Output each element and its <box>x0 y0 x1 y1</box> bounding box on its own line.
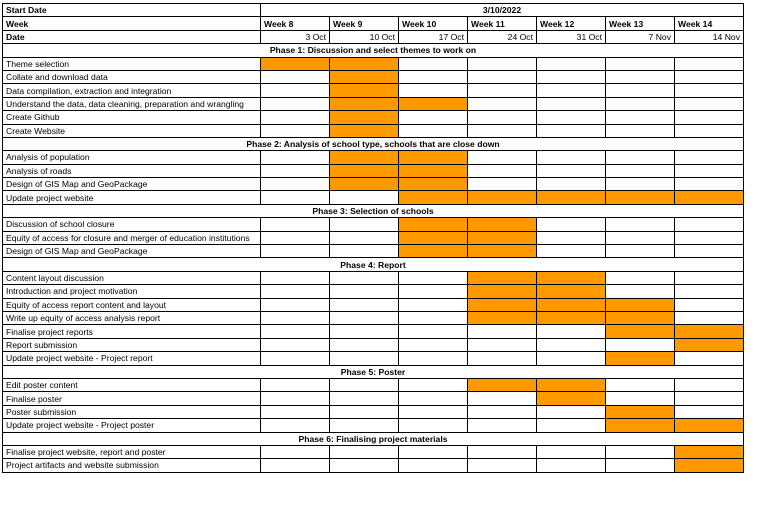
gantt-empty-cell <box>261 352 330 365</box>
gantt-bar-cell <box>675 445 744 458</box>
task-name: Equity of access for closure and merger of education institutions <box>3 231 261 244</box>
start-date-row <box>3 4 744 17</box>
date-label: Date <box>3 30 261 43</box>
phase-row <box>3 137 744 150</box>
task-name: Create Github <box>3 111 261 124</box>
gantt-empty-cell <box>330 311 399 324</box>
gantt-bar-cell <box>399 218 468 231</box>
gantt-empty-cell <box>399 271 468 284</box>
gantt-bar-cell <box>468 231 537 244</box>
task-row <box>3 84 744 97</box>
gantt-empty-cell <box>330 285 399 298</box>
gantt-empty-cell <box>399 70 468 83</box>
gantt-bar-cell <box>537 311 606 324</box>
task-name: Design of GIS Map and GeoPackage <box>3 245 261 258</box>
task-name: Finalise project website, report and poster <box>3 445 261 458</box>
gantt-empty-cell <box>468 57 537 70</box>
task-row <box>3 378 744 391</box>
gantt-empty-cell <box>261 459 330 472</box>
gantt-empty-cell <box>399 459 468 472</box>
gantt-empty-cell <box>537 325 606 338</box>
task-name: Data compilation, extraction and integration <box>3 84 261 97</box>
gantt-empty-cell <box>330 298 399 311</box>
gantt-empty-cell <box>399 111 468 124</box>
gantt-empty-cell <box>675 178 744 191</box>
week-date: 3 Oct <box>261 30 330 43</box>
gantt-empty-cell <box>261 378 330 391</box>
gantt-empty-cell <box>537 231 606 244</box>
gantt-bar-cell <box>399 178 468 191</box>
task-name: Understand the data, data cleaning, preparation and wrangling <box>3 97 261 110</box>
gantt-empty-cell <box>468 151 537 164</box>
week-date: 10 Oct <box>330 30 399 43</box>
gantt-bar-cell <box>468 271 537 284</box>
gantt-empty-cell <box>606 271 675 284</box>
start-date-value: 3/10/2022 <box>261 4 744 17</box>
gantt-empty-cell <box>261 111 330 124</box>
gantt-bar-cell <box>606 311 675 324</box>
gantt-bar-cell <box>399 164 468 177</box>
gantt-empty-cell <box>537 164 606 177</box>
task-row <box>3 218 744 231</box>
gantt-empty-cell <box>537 151 606 164</box>
gantt-empty-cell <box>675 392 744 405</box>
gantt-empty-cell <box>399 445 468 458</box>
gantt-empty-cell <box>675 97 744 110</box>
gantt-empty-cell <box>261 311 330 324</box>
task-row <box>3 245 744 258</box>
gantt-empty-cell <box>606 124 675 137</box>
task-row <box>3 231 744 244</box>
gantt-bar-cell <box>537 285 606 298</box>
gantt-bar-cell <box>399 245 468 258</box>
gantt-empty-cell <box>606 57 675 70</box>
task-row <box>3 191 744 204</box>
task-row <box>3 111 744 124</box>
gantt-empty-cell <box>537 245 606 258</box>
gantt-bar-cell <box>606 419 675 432</box>
task-row <box>3 338 744 351</box>
gantt-bar-cell <box>468 285 537 298</box>
task-name: Theme selection <box>3 57 261 70</box>
gantt-empty-cell <box>537 459 606 472</box>
gantt-bar-cell <box>399 231 468 244</box>
gantt-empty-cell <box>675 84 744 97</box>
gantt-bar-cell <box>330 57 399 70</box>
gantt-empty-cell <box>261 178 330 191</box>
gantt-empty-cell <box>606 338 675 351</box>
phase-title: Phase 5: Poster <box>3 365 744 378</box>
gantt-bar-cell <box>606 405 675 418</box>
gantt-bar-cell <box>468 191 537 204</box>
week-row <box>3 17 744 30</box>
gantt-empty-cell <box>330 231 399 244</box>
task-row <box>3 419 744 432</box>
gantt-bar-cell <box>330 124 399 137</box>
gantt-empty-cell <box>330 392 399 405</box>
gantt-empty-cell <box>399 325 468 338</box>
gantt-bar-cell <box>468 298 537 311</box>
gantt-empty-cell <box>606 285 675 298</box>
date-row <box>3 30 744 43</box>
task-name: Introduction and project motivation <box>3 285 261 298</box>
gantt-empty-cell <box>675 70 744 83</box>
task-name: Poster submission <box>3 405 261 418</box>
gantt-bar-cell <box>330 178 399 191</box>
gantt-empty-cell <box>606 178 675 191</box>
gantt-empty-cell <box>468 392 537 405</box>
gantt-empty-cell <box>675 164 744 177</box>
task-name: Finalise poster <box>3 392 261 405</box>
gantt-empty-cell <box>330 459 399 472</box>
gantt-empty-cell <box>330 245 399 258</box>
week-header: Week 9 <box>330 17 399 30</box>
gantt-empty-cell <box>399 298 468 311</box>
gantt-bar-cell <box>675 419 744 432</box>
gantt-empty-cell <box>261 124 330 137</box>
gantt-empty-cell <box>537 338 606 351</box>
gantt-bar-cell <box>261 57 330 70</box>
gantt-empty-cell <box>606 84 675 97</box>
gantt-bar-cell <box>330 151 399 164</box>
gantt-empty-cell <box>261 84 330 97</box>
gantt-empty-cell <box>468 70 537 83</box>
gantt-empty-cell <box>468 164 537 177</box>
gantt-bar-cell <box>606 325 675 338</box>
task-name: Write up equity of access analysis report <box>3 311 261 324</box>
gantt-empty-cell <box>468 325 537 338</box>
phase-row <box>3 432 744 445</box>
task-row <box>3 392 744 405</box>
task-name: Design of GIS Map and GeoPackage <box>3 178 261 191</box>
gantt-empty-cell <box>606 459 675 472</box>
task-name: Finalise project reports <box>3 325 261 338</box>
task-row <box>3 459 744 472</box>
task-row <box>3 352 744 365</box>
gantt-bar-cell <box>399 191 468 204</box>
gantt-bar-cell <box>468 378 537 391</box>
task-name: Analysis of population <box>3 151 261 164</box>
gantt-empty-cell <box>606 231 675 244</box>
gantt-empty-cell <box>468 124 537 137</box>
gantt-empty-cell <box>468 459 537 472</box>
task-name: Project artifacts and website submission <box>3 459 261 472</box>
task-row <box>3 151 744 164</box>
task-row <box>3 70 744 83</box>
gantt-empty-cell <box>399 338 468 351</box>
week-header: Week 11 <box>468 17 537 30</box>
gantt-empty-cell <box>399 285 468 298</box>
gantt-bar-cell <box>537 271 606 284</box>
gantt-empty-cell <box>537 57 606 70</box>
gantt-empty-cell <box>261 70 330 83</box>
gantt-bar-cell <box>606 191 675 204</box>
gantt-empty-cell <box>468 84 537 97</box>
gantt-empty-cell <box>675 311 744 324</box>
gantt-empty-cell <box>261 392 330 405</box>
phase-row <box>3 44 744 57</box>
week-header: Week 8 <box>261 17 330 30</box>
phase-title: Phase 2: Analysis of school type, schools that are close down <box>3 137 744 150</box>
gantt-empty-cell <box>606 445 675 458</box>
gantt-bar-cell <box>537 298 606 311</box>
gantt-empty-cell <box>675 231 744 244</box>
gantt-empty-cell <box>468 419 537 432</box>
gantt-empty-cell <box>261 231 330 244</box>
gantt-bar-cell <box>606 298 675 311</box>
week-date: 24 Oct <box>468 30 537 43</box>
gantt-empty-cell <box>330 338 399 351</box>
gantt-empty-cell <box>606 245 675 258</box>
gantt-empty-cell <box>330 218 399 231</box>
gantt-empty-cell <box>261 164 330 177</box>
gantt-empty-cell <box>537 419 606 432</box>
gantt-empty-cell <box>399 84 468 97</box>
gantt-empty-cell <box>261 419 330 432</box>
gantt-empty-cell <box>399 378 468 391</box>
gantt-empty-cell <box>261 151 330 164</box>
task-row <box>3 325 744 338</box>
gantt-bar-cell <box>330 70 399 83</box>
gantt-bar-cell <box>399 97 468 110</box>
gantt-empty-cell <box>261 191 330 204</box>
gantt-empty-cell <box>537 70 606 83</box>
gantt-bar-cell <box>330 111 399 124</box>
gantt-empty-cell <box>330 405 399 418</box>
task-row <box>3 97 744 110</box>
phase-title: Phase 1: Discussion and select themes to work on <box>3 44 744 57</box>
gantt-empty-cell <box>606 392 675 405</box>
gantt-empty-cell <box>468 178 537 191</box>
gantt-empty-cell <box>606 111 675 124</box>
week-header: Week 12 <box>537 17 606 30</box>
task-name: Content layout discussion <box>3 271 261 284</box>
phase-title: Phase 4: Report <box>3 258 744 271</box>
gantt-empty-cell <box>261 271 330 284</box>
gantt-bar-cell <box>330 97 399 110</box>
gantt-empty-cell <box>675 151 744 164</box>
task-row <box>3 445 744 458</box>
gantt-empty-cell <box>399 352 468 365</box>
week-header: Week 14 <box>675 17 744 30</box>
gantt-empty-cell <box>330 325 399 338</box>
gantt-empty-cell <box>261 445 330 458</box>
task-name: Collate and download data <box>3 70 261 83</box>
gantt-bar-cell <box>330 84 399 97</box>
gantt-empty-cell <box>468 352 537 365</box>
phase-row <box>3 204 744 217</box>
gantt-empty-cell <box>675 57 744 70</box>
week-header: Week 10 <box>399 17 468 30</box>
gantt-bar-cell <box>330 164 399 177</box>
gantt-empty-cell <box>261 245 330 258</box>
task-name: Equity of access report content and layout <box>3 298 261 311</box>
gantt-empty-cell <box>399 392 468 405</box>
gantt-empty-cell <box>261 298 330 311</box>
task-name: Update project website <box>3 191 261 204</box>
gantt-empty-cell <box>675 124 744 137</box>
gantt-empty-cell <box>675 111 744 124</box>
task-name: Report submission <box>3 338 261 351</box>
gantt-empty-cell <box>330 445 399 458</box>
gantt-empty-cell <box>537 405 606 418</box>
gantt-empty-cell <box>330 378 399 391</box>
gantt-empty-cell <box>399 57 468 70</box>
gantt-empty-cell <box>606 378 675 391</box>
gantt-empty-cell <box>606 164 675 177</box>
gantt-empty-cell <box>537 445 606 458</box>
gantt-empty-cell <box>261 338 330 351</box>
gantt-empty-cell <box>606 151 675 164</box>
task-row <box>3 124 744 137</box>
gantt-empty-cell <box>399 124 468 137</box>
task-name: Discussion of school closure <box>3 218 261 231</box>
phase-title: Phase 6: Finalising project materials <box>3 432 744 445</box>
gantt-bar-cell <box>399 151 468 164</box>
gantt-bar-cell <box>675 325 744 338</box>
gantt-bar-cell <box>606 352 675 365</box>
gantt-bar-cell <box>675 459 744 472</box>
gantt-empty-cell <box>468 445 537 458</box>
gantt-bar-cell <box>468 218 537 231</box>
week-date: 7 Nov <box>606 30 675 43</box>
task-row <box>3 311 744 324</box>
gantt-bar-cell <box>537 392 606 405</box>
gantt-empty-cell <box>261 285 330 298</box>
gantt-empty-cell <box>537 84 606 97</box>
gantt-empty-cell <box>537 178 606 191</box>
gantt-bar-cell <box>468 245 537 258</box>
phase-row <box>3 365 744 378</box>
gantt-empty-cell <box>675 298 744 311</box>
task-row <box>3 271 744 284</box>
gantt-empty-cell <box>468 405 537 418</box>
gantt-empty-cell <box>399 419 468 432</box>
gantt-empty-cell <box>399 405 468 418</box>
gantt-empty-cell <box>606 218 675 231</box>
task-name: Analysis of roads <box>3 164 261 177</box>
gantt-empty-cell <box>261 218 330 231</box>
gantt-empty-cell <box>330 271 399 284</box>
gantt-bar-cell <box>468 311 537 324</box>
gantt-empty-cell <box>330 191 399 204</box>
gantt-empty-cell <box>675 218 744 231</box>
phase-row <box>3 258 744 271</box>
gantt-empty-cell <box>537 97 606 110</box>
task-name: Update project website - Project poster <box>3 419 261 432</box>
task-name: Create Website <box>3 124 261 137</box>
phase-title: Phase 3: Selection of schools <box>3 204 744 217</box>
project-timeline-table <box>2 3 744 473</box>
task-row <box>3 298 744 311</box>
gantt-empty-cell <box>468 97 537 110</box>
gantt-empty-cell <box>675 378 744 391</box>
gantt-empty-cell <box>399 311 468 324</box>
week-label: Week <box>3 17 261 30</box>
week-date: 17 Oct <box>399 30 468 43</box>
gantt-empty-cell <box>675 271 744 284</box>
gantt-empty-cell <box>675 405 744 418</box>
start-date-label: Start Date <box>3 4 261 17</box>
gantt-empty-cell <box>468 111 537 124</box>
task-name: Edit poster content <box>3 378 261 391</box>
gantt-bar-cell <box>537 191 606 204</box>
gantt-empty-cell <box>330 352 399 365</box>
task-row <box>3 57 744 70</box>
gantt-empty-cell <box>537 111 606 124</box>
gantt-empty-cell <box>675 285 744 298</box>
gantt-empty-cell <box>675 352 744 365</box>
task-row <box>3 285 744 298</box>
gantt-empty-cell <box>330 419 399 432</box>
gantt-bar-cell <box>675 191 744 204</box>
gantt-bar-cell <box>675 338 744 351</box>
task-row <box>3 164 744 177</box>
gantt-empty-cell <box>675 245 744 258</box>
gantt-empty-cell <box>261 97 330 110</box>
gantt-empty-cell <box>468 338 537 351</box>
task-row <box>3 178 744 191</box>
week-date: 31 Oct <box>537 30 606 43</box>
gantt-empty-cell <box>606 97 675 110</box>
timeline-body <box>3 4 744 473</box>
gantt-empty-cell <box>606 70 675 83</box>
gantt-empty-cell <box>537 218 606 231</box>
gantt-empty-cell <box>537 352 606 365</box>
gantt-empty-cell <box>537 124 606 137</box>
gantt-bar-cell <box>537 378 606 391</box>
task-row <box>3 405 744 418</box>
week-date: 14 Nov <box>675 30 744 43</box>
task-name: Update project website - Project report <box>3 352 261 365</box>
gantt-empty-cell <box>261 325 330 338</box>
week-header: Week 13 <box>606 17 675 30</box>
gantt-empty-cell <box>261 405 330 418</box>
